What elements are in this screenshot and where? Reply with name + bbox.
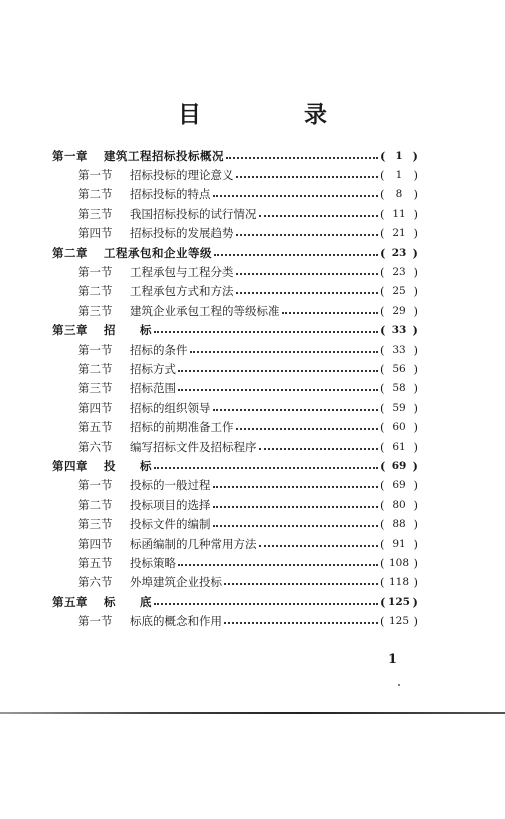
toc-entry-label: [52, 439, 257, 455]
dot-leader: [259, 215, 379, 217]
dot-leader: [236, 428, 379, 430]
toc-page-number: 69: [391, 459, 407, 472]
toc-page-number: 33: [392, 343, 406, 356]
right-paren: ): [413, 614, 418, 629]
toc-entry-label: [52, 497, 211, 513]
toc-entry-number: 第五节: [78, 420, 113, 435]
toc-entry-label: [52, 283, 234, 299]
toc-entry-title: 招标投标的特点: [130, 187, 211, 202]
toc-entry-number: 第一节: [78, 478, 113, 493]
toc-page-number: 11: [392, 207, 406, 220]
toc-chapter-entry: [52, 321, 418, 340]
toc-section-entry: [52, 262, 418, 281]
toc-entry-label: [52, 225, 234, 241]
toc-entry-title: 标函编制的几种常用方法: [130, 536, 257, 551]
dot-leader: [213, 486, 379, 488]
toc-section-entry: [52, 573, 418, 592]
toc-entry-title: 投 标: [104, 458, 152, 473]
dot-leader: [236, 176, 379, 178]
toc-entry-label: [52, 516, 211, 532]
toc-entry-title: 招 标: [104, 323, 152, 338]
toc-page-number: 118: [388, 576, 410, 589]
toc-entry-label: [52, 148, 224, 164]
left-paren: (: [380, 187, 385, 202]
toc-entry-title: 招标的组织领导: [130, 400, 211, 415]
left-paren: (: [380, 420, 385, 435]
toc-entry-number: 第一章: [52, 148, 88, 163]
toc-entry-label: [52, 594, 152, 610]
toc-entry-label: [52, 613, 222, 629]
toc-section-entry: [52, 301, 418, 320]
toc-entry-number: 第四节: [78, 226, 113, 241]
toc-entry-title: 投标的一般过程: [130, 478, 211, 493]
toc-entry-title: 投标文件的编制: [130, 517, 211, 532]
left-paren: (: [380, 614, 385, 629]
right-paren: ): [413, 361, 418, 376]
left-paren: (: [380, 226, 385, 241]
right-paren: ): [413, 400, 418, 415]
toc-page-number: 125: [388, 595, 410, 608]
dot-leader: [224, 622, 378, 624]
toc-entry-title: 我国招标投标的试行情况: [130, 206, 257, 221]
toc-section-entry: [52, 379, 418, 398]
toc-page-number: 21: [392, 227, 406, 240]
toc-entry-number: 第二节: [78, 497, 113, 512]
right-paren: ): [413, 575, 418, 590]
left-paren: (: [380, 265, 385, 280]
dot-leader: [190, 351, 379, 353]
dot-leader: [259, 448, 379, 450]
right-paren: ): [412, 458, 418, 473]
toc-page-ref: [380, 343, 418, 357]
dot-leader: [178, 389, 378, 391]
left-paren: (: [380, 575, 385, 590]
dot-leader: [259, 545, 379, 547]
toc-section-entry: [52, 514, 418, 533]
right-paren: ): [413, 168, 418, 183]
toc-entry-label: [52, 322, 152, 338]
left-paren: (: [380, 342, 385, 357]
right-paren: ): [413, 226, 418, 241]
toc-page-ref: [380, 498, 418, 512]
toc-page-number: 25: [392, 285, 406, 298]
toc-entry-title: 工程承包和企业等级: [104, 245, 212, 260]
dot-leader: [236, 292, 379, 294]
toc-entry-label: [52, 167, 234, 183]
dot-leader: [214, 254, 378, 256]
toc-entry-title: 招标的前期准备工作: [130, 420, 234, 435]
toc-chapter-entry: [52, 146, 418, 165]
toc-page-number: 88: [392, 518, 406, 531]
toc-page-number: 1: [395, 149, 403, 162]
toc-entry-number: 第一节: [78, 168, 113, 183]
toc-page-number: 29: [392, 304, 406, 317]
dot-leader: [226, 157, 378, 159]
toc-page-number: 69: [392, 479, 406, 492]
table-of-contents: [52, 146, 418, 631]
toc-entry-title: 招标投标的发展趋势: [130, 226, 234, 241]
left-paren: (: [380, 594, 386, 609]
left-paren: (: [380, 245, 386, 260]
left-paren: (: [380, 400, 385, 415]
right-paren: ): [413, 536, 418, 551]
toc-page-ref: [380, 459, 418, 473]
toc-page-number: 125: [388, 615, 410, 628]
left-paren: (: [380, 517, 385, 532]
toc-chapter-entry: [52, 592, 418, 611]
toc-entry-label: [52, 536, 257, 552]
toc-page-ref: [380, 614, 418, 628]
toc-section-entry: [52, 495, 418, 514]
left-paren: (: [380, 555, 385, 570]
toc-page-ref: [380, 323, 418, 337]
toc-entry-number: 第一节: [78, 265, 113, 280]
toc-section-entry: [52, 185, 418, 204]
toc-section-entry: [52, 165, 418, 184]
toc-entry-number: 第一节: [78, 614, 113, 629]
dot-leader: [154, 603, 378, 605]
dot-leader: [224, 583, 378, 585]
toc-entry-label: [52, 555, 176, 571]
toc-entry-title: 建筑企业承包工程的等级标准: [130, 303, 280, 318]
page-title: 目 录: [178, 101, 367, 128]
toc-page-number: 80: [392, 498, 406, 511]
right-paren: ): [413, 342, 418, 357]
right-paren: ): [413, 439, 418, 454]
left-paren: (: [380, 148, 386, 163]
toc-entry-label: [52, 400, 211, 416]
toc-page-ref: [380, 362, 418, 376]
right-paren: ): [413, 517, 418, 532]
toc-page-number: 1: [395, 169, 403, 182]
toc-entry-title: 招标方式: [130, 361, 176, 376]
right-paren: ): [413, 303, 418, 318]
toc-entry-title: 标 底: [104, 594, 152, 609]
page-number: 1: [388, 652, 398, 667]
toc-page-ref: [380, 207, 418, 221]
toc-page-ref: [380, 440, 418, 454]
toc-entry-label: [52, 206, 257, 222]
left-paren: (: [380, 284, 385, 299]
toc-section-entry: [52, 553, 418, 572]
toc-entry-label: [52, 303, 280, 319]
toc-entry-title: 投标策略: [130, 555, 176, 570]
toc-entry-label: [52, 419, 234, 435]
toc-section-entry: [52, 204, 418, 223]
toc-page-ref: [380, 537, 418, 551]
left-paren: (: [380, 206, 385, 221]
toc-page-ref: [380, 284, 418, 298]
toc-section-entry: [52, 476, 418, 495]
dot-leader: [213, 195, 379, 197]
toc-entry-number: 第五章: [52, 594, 88, 609]
toc-page-ref: [380, 265, 418, 279]
toc-page-number: 8: [395, 188, 403, 201]
right-paren: ): [413, 478, 418, 493]
toc-page-number: 61: [392, 440, 406, 453]
page-edge-line: [0, 712, 505, 714]
left-paren: (: [380, 497, 385, 512]
toc-entry-title: 标底的概念和作用: [130, 614, 222, 629]
toc-entry-number: 第三节: [78, 303, 113, 318]
right-paren: ): [412, 594, 418, 609]
right-paren: ): [413, 381, 418, 396]
toc-page-ref: [380, 517, 418, 531]
left-paren: (: [380, 439, 385, 454]
toc-section-entry: [52, 437, 418, 456]
toc-page-ref: [380, 381, 418, 395]
dot-leader: [236, 273, 379, 275]
right-paren: ): [413, 497, 418, 512]
dot-leader: [213, 525, 379, 527]
toc-entry-title: 招标投标的理论意义: [130, 168, 234, 183]
toc-entry-number: 第三节: [78, 381, 113, 396]
dot-leader: [154, 467, 378, 469]
dot-leader: [236, 234, 379, 236]
toc-section-entry: [52, 282, 418, 301]
toc-page-ref: [380, 401, 418, 415]
toc-entry-title: 工程承包方式和方法: [130, 284, 234, 299]
left-paren: (: [380, 303, 385, 318]
toc-entry-label: [52, 380, 176, 396]
toc-entry-number: 第二节: [78, 187, 113, 202]
toc-entry-number: 第六节: [78, 575, 113, 590]
toc-page-number: 23: [392, 266, 406, 279]
toc-section-entry: [52, 359, 418, 378]
toc-entry-number: 第二章: [52, 245, 88, 260]
toc-entry-title: 建筑工程招标投标概况: [104, 148, 224, 163]
left-paren: (: [380, 323, 386, 338]
toc-entry-number: 第三节: [78, 517, 113, 532]
left-paren: (: [380, 536, 385, 551]
toc-entry-number: 第二节: [78, 284, 113, 299]
toc-page-number: 108: [388, 556, 410, 569]
toc-page-number: 91: [392, 537, 406, 550]
toc-entry-number: 第五节: [78, 555, 113, 570]
toc-entry-title: 编写招标文件及招标程序: [130, 439, 257, 454]
toc-page-number: 23: [391, 246, 407, 259]
toc-page-ref: [380, 187, 418, 201]
toc-page-number: 33: [391, 324, 407, 337]
toc-page-ref: [380, 149, 418, 163]
toc-page-ref: [380, 304, 418, 318]
right-paren: ): [413, 265, 418, 280]
scan-speck: [398, 684, 400, 686]
toc-entry-number: 第四章: [52, 458, 88, 473]
toc-page-ref: [380, 420, 418, 434]
dot-leader: [178, 370, 378, 372]
toc-entry-title: 投标项目的选择: [130, 497, 211, 512]
toc-page-number: 58: [392, 382, 406, 395]
toc-entry-label: [52, 574, 222, 590]
right-paren: ): [413, 420, 418, 435]
toc-entry-number: 第二节: [78, 361, 113, 376]
toc-entry-number: 第四节: [78, 400, 113, 415]
right-paren: ): [412, 148, 418, 163]
toc-entry-title: 外埠建筑企业投标: [130, 575, 222, 590]
dot-leader: [213, 409, 379, 411]
toc-section-entry: [52, 224, 418, 243]
right-paren: ): [413, 555, 418, 570]
toc-page-ref: [380, 575, 418, 589]
toc-entry-label: [52, 245, 212, 261]
dot-leader: [154, 331, 378, 333]
toc-section-entry: [52, 534, 418, 553]
toc-entry-number: 第六节: [78, 439, 113, 454]
toc-entry-number: 第三节: [78, 206, 113, 221]
toc-entry-number: 第四节: [78, 536, 113, 551]
left-paren: (: [380, 361, 385, 376]
toc-page-ref: [380, 168, 418, 182]
toc-page-ref: [380, 556, 418, 570]
toc-page-number: 56: [392, 362, 406, 375]
toc-entry-label: [52, 264, 234, 280]
toc-section-entry: [52, 611, 418, 630]
right-paren: ): [412, 245, 418, 260]
toc-entry-label: [52, 186, 211, 202]
right-paren: ): [413, 187, 418, 202]
toc-page-ref: [380, 595, 418, 609]
dot-leader: [178, 564, 378, 566]
dot-leader: [282, 312, 379, 314]
left-paren: (: [380, 478, 385, 493]
toc-entry-number: 第一节: [78, 342, 113, 357]
right-paren: ): [412, 323, 418, 338]
toc-entry-label: [52, 342, 188, 358]
toc-page-ref: [380, 246, 418, 260]
toc-entry-label: [52, 477, 211, 493]
toc-page-ref: [380, 226, 418, 240]
toc-entry-title: 招标的条件: [130, 342, 188, 357]
toc-section-entry: [52, 417, 418, 436]
left-paren: (: [380, 458, 386, 473]
toc-entry-number: 第三章: [52, 323, 88, 338]
toc-page-number: 59: [392, 401, 406, 414]
toc-entry-label: [52, 458, 152, 474]
left-paren: (: [380, 168, 385, 183]
toc-section-entry: [52, 340, 418, 359]
toc-entry-title: 工程承包与工程分类: [130, 265, 234, 280]
toc-section-entry: [52, 398, 418, 417]
toc-entry-title: 招标范围: [130, 381, 176, 396]
toc-page-ref: [380, 478, 418, 492]
left-paren: (: [380, 381, 385, 396]
toc-chapter-entry: [52, 243, 418, 262]
toc-chapter-entry: [52, 456, 418, 475]
dot-leader: [213, 506, 379, 508]
right-paren: ): [413, 206, 418, 221]
right-paren: ): [413, 284, 418, 299]
toc-page-number: 60: [392, 421, 406, 434]
toc-entry-label: [52, 361, 176, 377]
